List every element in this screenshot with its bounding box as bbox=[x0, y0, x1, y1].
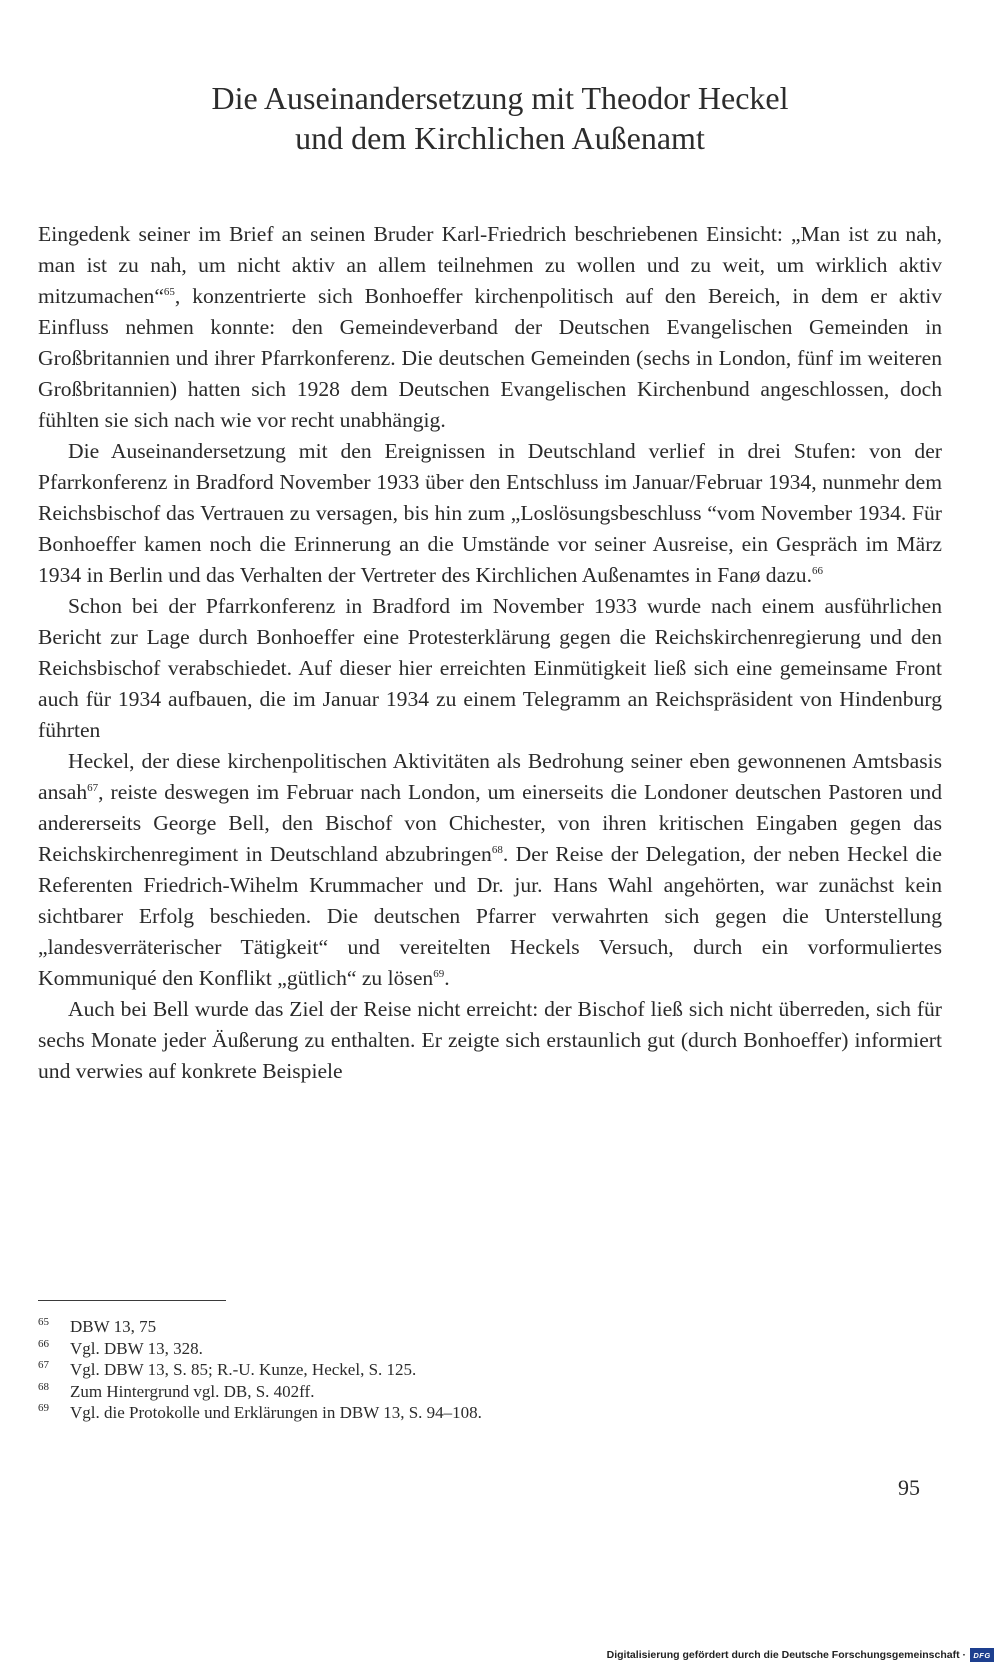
footnote-number: 69 bbox=[38, 1402, 49, 1414]
chapter-heading-line-1: Die Auseinandersetzung mit Theodor Heckel bbox=[211, 80, 789, 116]
footnote-ref: 69 bbox=[433, 968, 445, 980]
footnote-item bbox=[38, 1316, 938, 1338]
paragraph-text: , reiste deswegen im Februar nach London, um einerseits die Londoner deutschen Pastoren und andererseits George Bell, den Bischof von Chichester, von ihren kritischen Eingaben gegen das Reichskirchenregiment in Deutschland abzubringen bbox=[38, 780, 942, 866]
page-number: 95 bbox=[898, 1475, 920, 1500]
paragraph-4 bbox=[38, 746, 942, 994]
footnote-item bbox=[38, 1381, 938, 1403]
body-text bbox=[38, 219, 942, 1087]
footnote-number: 67 bbox=[38, 1359, 49, 1371]
paragraph-text: Die Auseinandersetzung mit den Ereignissen in Deutschland verlief in drei Stufen: von der Pfarrkonferenz in Bradford November 1933 über den Entschluss im Januar/Februar 1934, nunmehr dem Reichsbischof das Vertrauen zu versagen, bis hin zum „Loslösungsbeschluss “vom November 1934. Für Bonhoeffer kamen noch die Erinnerung an die Umstände vor seiner Ausreise, ein Gespräch im März 1934 in Berlin und das Verhalten der Vertreter des Kirchlichen Außenamtes in Fanø dazu. bbox=[38, 439, 942, 587]
paragraph-text: Eingedenk seiner im Brief an seinen Bruder Karl-Friedrich beschriebenen Einsicht: „Man ist zu nah, man ist zu nah, um nicht aktiv an allem teilnehmen zu wollen und zu weit, um wirklich aktiv mitzumachen“ bbox=[38, 222, 942, 308]
footnote-item bbox=[38, 1338, 938, 1360]
footnote-ref: 68 bbox=[491, 844, 503, 856]
footnote-number: 66 bbox=[38, 1337, 49, 1350]
footnote-ref: 67 bbox=[87, 782, 99, 794]
paragraph-text: . Der Reise der Delegation, der neben Heckel die Referenten Friedrich-Wihelm Krummacher und Dr. jur. Hans Wahl angehörten, war zunächst kein sichtbarer Erfolg beschieden. Die deutschen Pfarrer verwahrten sich gegen die Unterstellung „landesverräterischer Tätigkeit“ und vereitelten Heckels Versuch, durch ein vorformuliertes Kommuniqué den Konflikt „gütlich“ zu lösen bbox=[38, 842, 942, 990]
digitization-credit bbox=[607, 1648, 994, 1662]
footnote-text: Vgl. DBW 13, S. 85; R.-U. Kunze, Heckel, S. 125. bbox=[70, 1360, 417, 1379]
footnote-text: Zum Hintergrund vgl. DB, S. 402ff. bbox=[70, 1381, 315, 1401]
paragraph-text: , konzentrierte sich Bonhoeffer kirchenpolitisch auf den Bereich, in dem er aktiv Einfluss nehmen konnte: den Gemeindeverband der Deutschen Evangelischen Gemeinden in Großbritannien und ihrer Pfarrkonferenz. Die deutschen Gemeinden (sechs in London, fünf im weiteren Großbritannien) hatten sich 1928 dem Deutschen Evangelischen Kirchenbund angeschlossen, doch fühlten sie sich nach wie vor recht unabhängig. bbox=[38, 284, 942, 432]
footnote-ref: 65 bbox=[163, 286, 175, 298]
footnote-text: DBW 13, 75 bbox=[70, 1317, 157, 1336]
paragraph-text: Auch bei Bell wurde das Ziel der Reise nicht erreicht: der Bischof ließ sich nicht überreden, sich für sechs Monate jeder Äußerung zu enthalten. Er zeigte sich erstaunlich gut (durch Bonhoeffer) informiert und verwies auf konkrete Beispiele bbox=[38, 997, 942, 1083]
footnote-number: 65 bbox=[38, 1316, 49, 1328]
paragraph-text: Heckel, der diese kirchenpolitischen Aktivitäten als Bedrohung seiner eben gewonnenen Amtsbasis ansah bbox=[38, 749, 942, 804]
footnote-divider bbox=[38, 1300, 226, 1301]
chapter-heading-line-2: und dem Kirchlichen Außenamt bbox=[295, 120, 705, 156]
digitization-credit-text: Digitalisierung gefördert durch die Deutsche Forschungsgemeinschaft · bbox=[606, 1649, 966, 1661]
chapter-heading bbox=[0, 78, 1000, 158]
footnote-item bbox=[38, 1402, 938, 1424]
dfg-logo-icon: DFG bbox=[970, 1648, 994, 1662]
footnote-ref: 66 bbox=[811, 565, 823, 577]
footnotes bbox=[38, 1316, 938, 1424]
paragraph-text: Schon bei der Pfarrkonferenz in Bradford im November 1933 wurde nach einem ausführlichen Bericht zur Lage durch Bonhoeffer eine Protesterklärung gegen die Reichskirchenregierung und den Reichsbischof verabschiedet. Auf dieser hier erreichten Einmütigkeit ließ sich eine gemeinsame Front auch für 1934 aufbauen, die im Januar 1934 zu einem Telegramm an Reichspräsident von Hindenburg führten bbox=[38, 594, 942, 742]
footnote-text: Vgl. die Protokolle und Erklärungen in DBW 13, S. 94–108. bbox=[70, 1403, 482, 1422]
paragraph-3 bbox=[38, 591, 942, 746]
paragraph-5 bbox=[38, 994, 942, 1087]
footnote-text: Vgl. DBW 13, 328. bbox=[70, 1338, 203, 1358]
footnote-number: 68 bbox=[38, 1380, 49, 1393]
paragraph-1 bbox=[38, 219, 942, 436]
footnote-item bbox=[38, 1359, 938, 1381]
paragraph-text: . bbox=[444, 966, 450, 990]
paragraph-2 bbox=[38, 436, 942, 591]
